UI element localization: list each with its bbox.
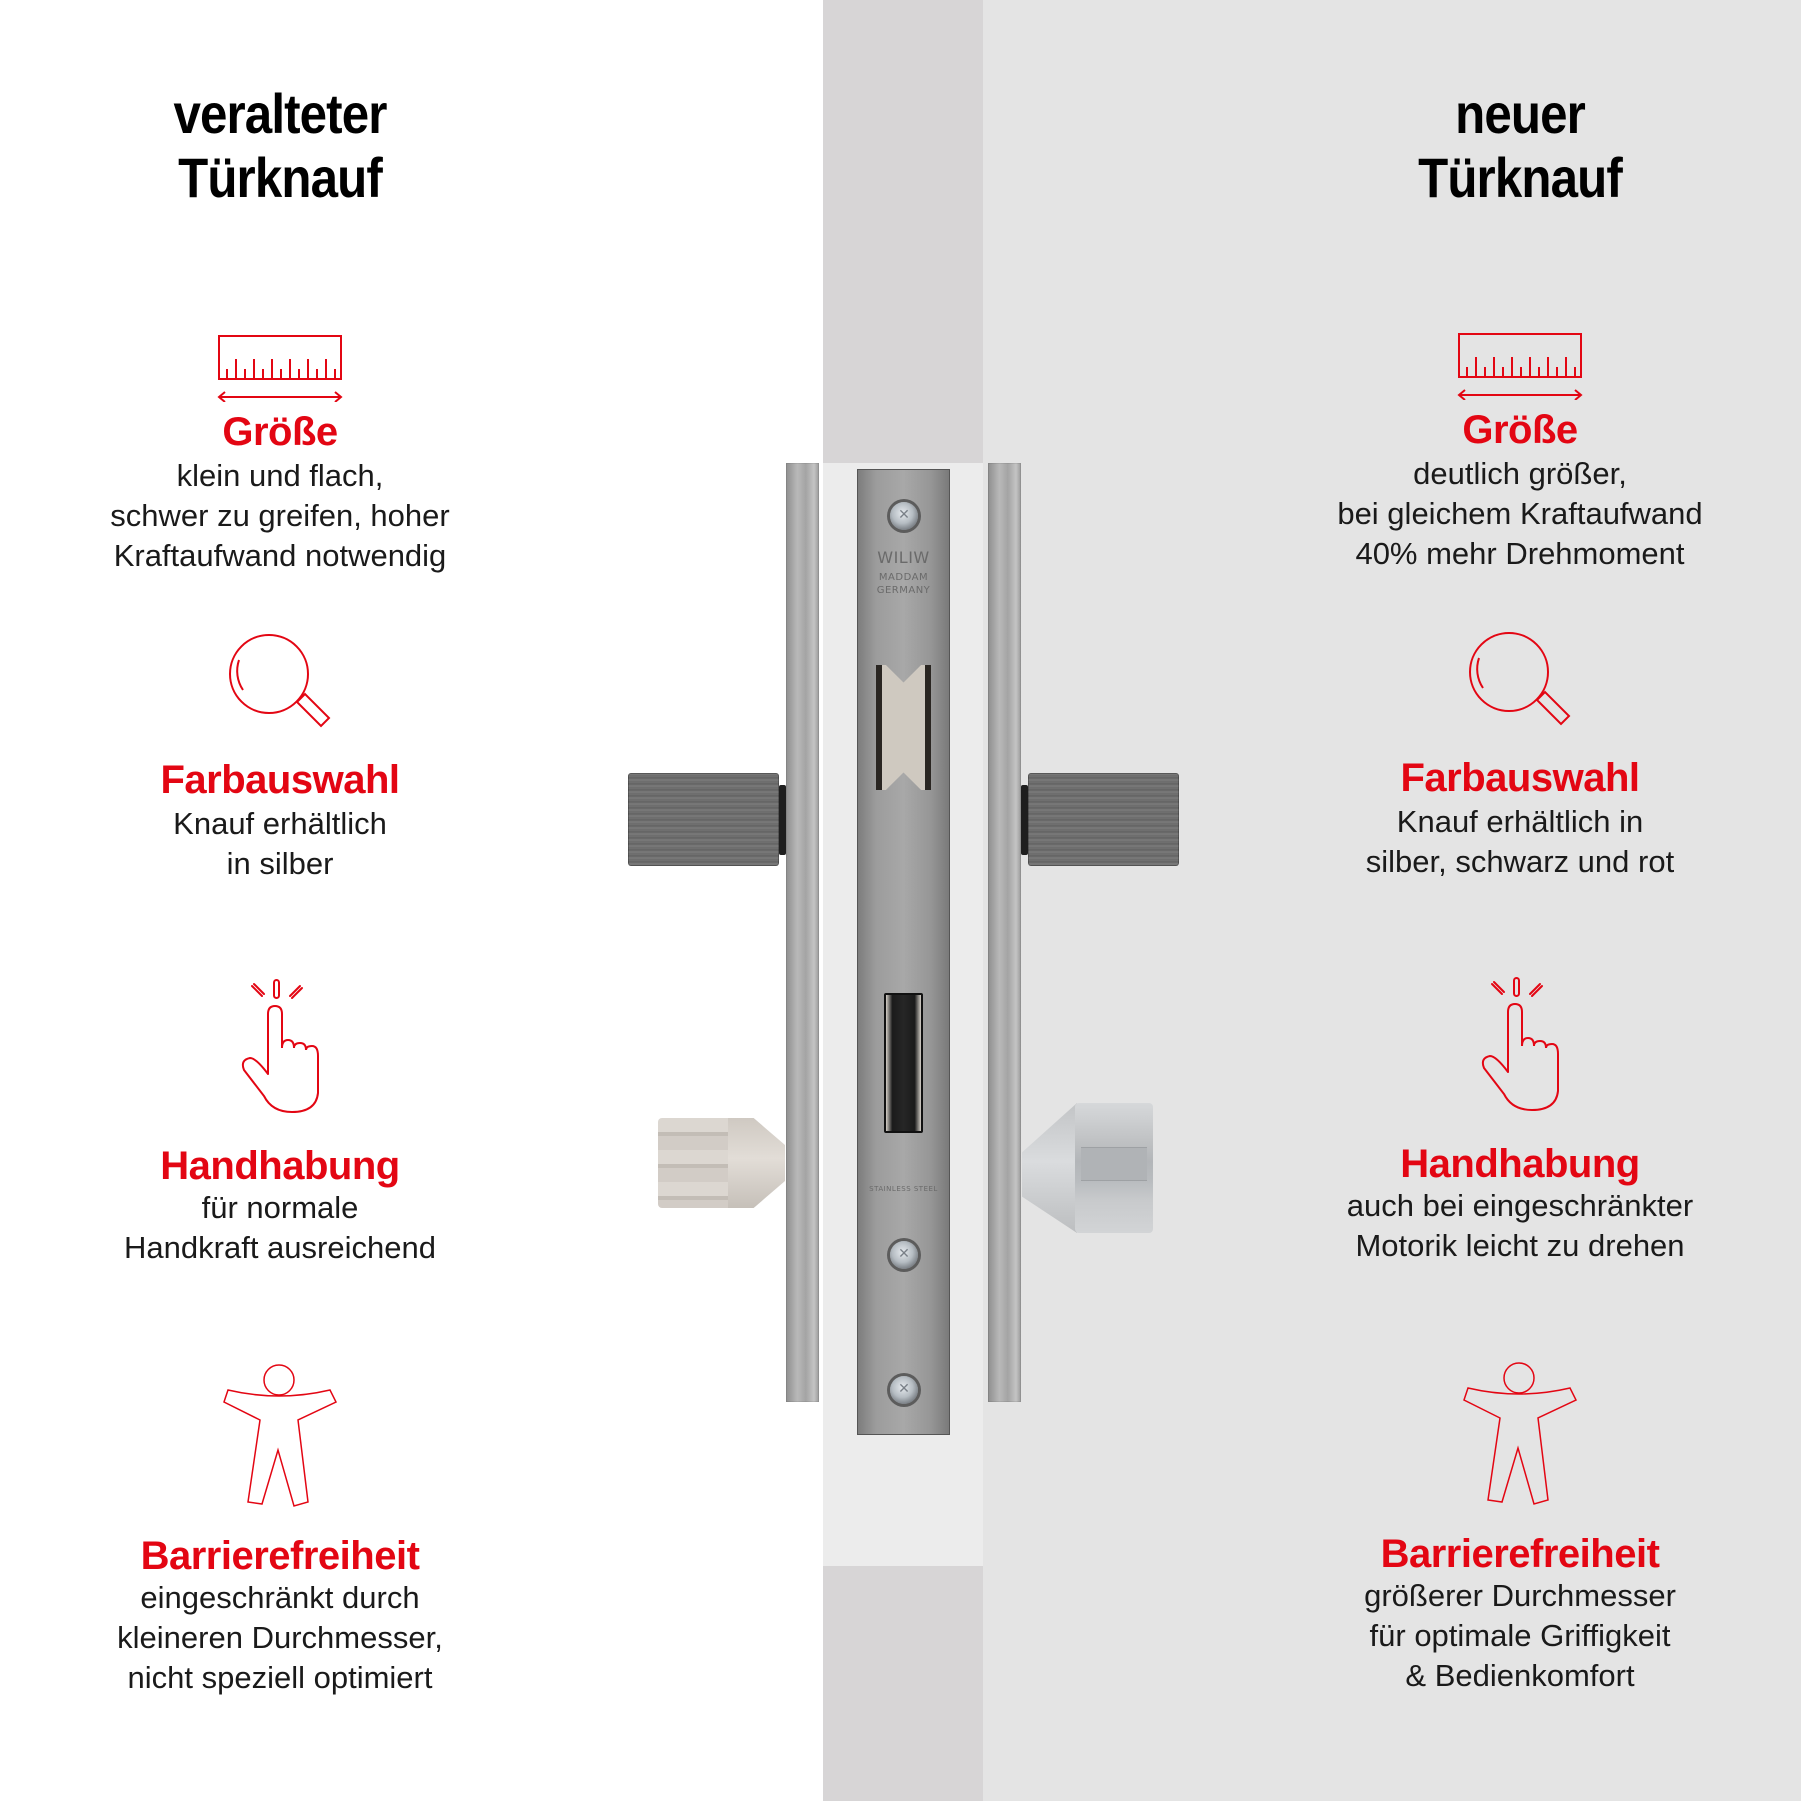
feature-description (0, 1578, 560, 1698)
heading-line-2: Türknauf (178, 146, 382, 209)
feature-title: Handhabung (160, 1144, 400, 1188)
right-escutcheon-plate (988, 463, 1021, 1402)
feature-title: Handhabung (1400, 1142, 1640, 1186)
description-line: 40% mehr Drehmoment (1355, 536, 1685, 571)
left-lever-handle (628, 773, 779, 866)
description-line: Knauf erhältlich in (1396, 804, 1644, 839)
feature-description (1240, 1576, 1800, 1696)
faceplate-stamp: STAINLESS STEEL (869, 1185, 938, 1193)
feature-title: Barrierefreiheit (1380, 1532, 1660, 1576)
middle-screw-icon (890, 1241, 918, 1269)
description-line: für normale (201, 1190, 359, 1225)
feature-title: Barrierefreiheit (140, 1534, 420, 1578)
bottom-screw-icon (890, 1376, 918, 1404)
magnifier-icon (225, 630, 335, 740)
left-lever-collar (779, 785, 786, 855)
description-line: Kraftaufwand notwendig (113, 538, 447, 573)
new-knob-grip (1075, 1103, 1153, 1233)
description-line: auch bei eingeschränkter (1346, 1188, 1694, 1223)
magnifier-icon (1465, 628, 1575, 738)
heading-line-1: neuer (1455, 82, 1585, 145)
description-line: schwer zu greifen, hoher (110, 498, 450, 533)
ruler-icon (1457, 332, 1583, 400)
new-knob-neck (1022, 1103, 1077, 1233)
old-thumb-turn-knob (658, 1118, 785, 1208)
new-knob-panel-background (983, 0, 1801, 1801)
feature-description (0, 456, 560, 576)
left-escutcheon-plate (786, 463, 819, 1402)
old-knob-neck (728, 1118, 785, 1208)
feature-description (0, 1188, 560, 1268)
feature-description (1240, 1186, 1800, 1266)
feature-title: Größe (1462, 408, 1578, 452)
feature-description (1240, 802, 1800, 882)
new-thumb-turn-knob (1022, 1103, 1153, 1233)
faceplate-line-2: MADDAM (878, 572, 929, 583)
description-line: für optimale Griffigkeit (1369, 1618, 1671, 1653)
ruler-icon (217, 334, 343, 402)
description-line: nicht speziell optimiert (127, 1660, 433, 1695)
faceplate-line-3: GERMANY (876, 585, 931, 596)
old-knob-heading (34, 82, 527, 210)
feature-title: Farbauswahl (160, 758, 400, 802)
description-line: Handkraft ausreichend (124, 1230, 436, 1265)
new-knob-heading (1274, 82, 1767, 210)
heading-line-2: Türknauf (1418, 146, 1622, 209)
dead-bolt (884, 993, 923, 1133)
description-line: bei gleichem Kraftaufwand (1337, 496, 1703, 531)
description-line: & Bedienkomfort (1405, 1658, 1635, 1693)
feature-title: Farbauswahl (1400, 756, 1640, 800)
feature-description (1240, 454, 1800, 574)
pointing-hand-icon (230, 978, 330, 1118)
faceplate-brand: WILIW (877, 548, 930, 567)
accessibility-person-icon (1458, 1360, 1582, 1510)
mortise-lock-faceplate (857, 469, 950, 1435)
heading-line-1: veralteter (173, 82, 387, 145)
description-line: deutlich größer, (1413, 456, 1627, 491)
old-knob-grip (658, 1118, 730, 1208)
description-line: größerer Durchmesser (1364, 1578, 1676, 1613)
right-lever-collar (1021, 785, 1028, 855)
description-line: silber, schwarz und rot (1365, 844, 1675, 879)
latch-bolt (876, 665, 931, 790)
feature-title: Größe (222, 410, 338, 454)
description-line: eingeschränkt durch (140, 1580, 420, 1615)
description-line: Knauf erhältlich (173, 806, 387, 841)
accessibility-person-icon (218, 1362, 342, 1512)
description-line: Motorik leicht zu drehen (1355, 1228, 1685, 1263)
description-line: kleineren Durchmesser, (117, 1620, 443, 1655)
top-screw-icon (890, 502, 918, 530)
description-line: in silber (226, 846, 334, 881)
pointing-hand-icon (1470, 976, 1570, 1116)
right-lever-handle (1028, 773, 1179, 866)
feature-description (0, 804, 560, 884)
description-line: klein und flach, (176, 458, 384, 493)
